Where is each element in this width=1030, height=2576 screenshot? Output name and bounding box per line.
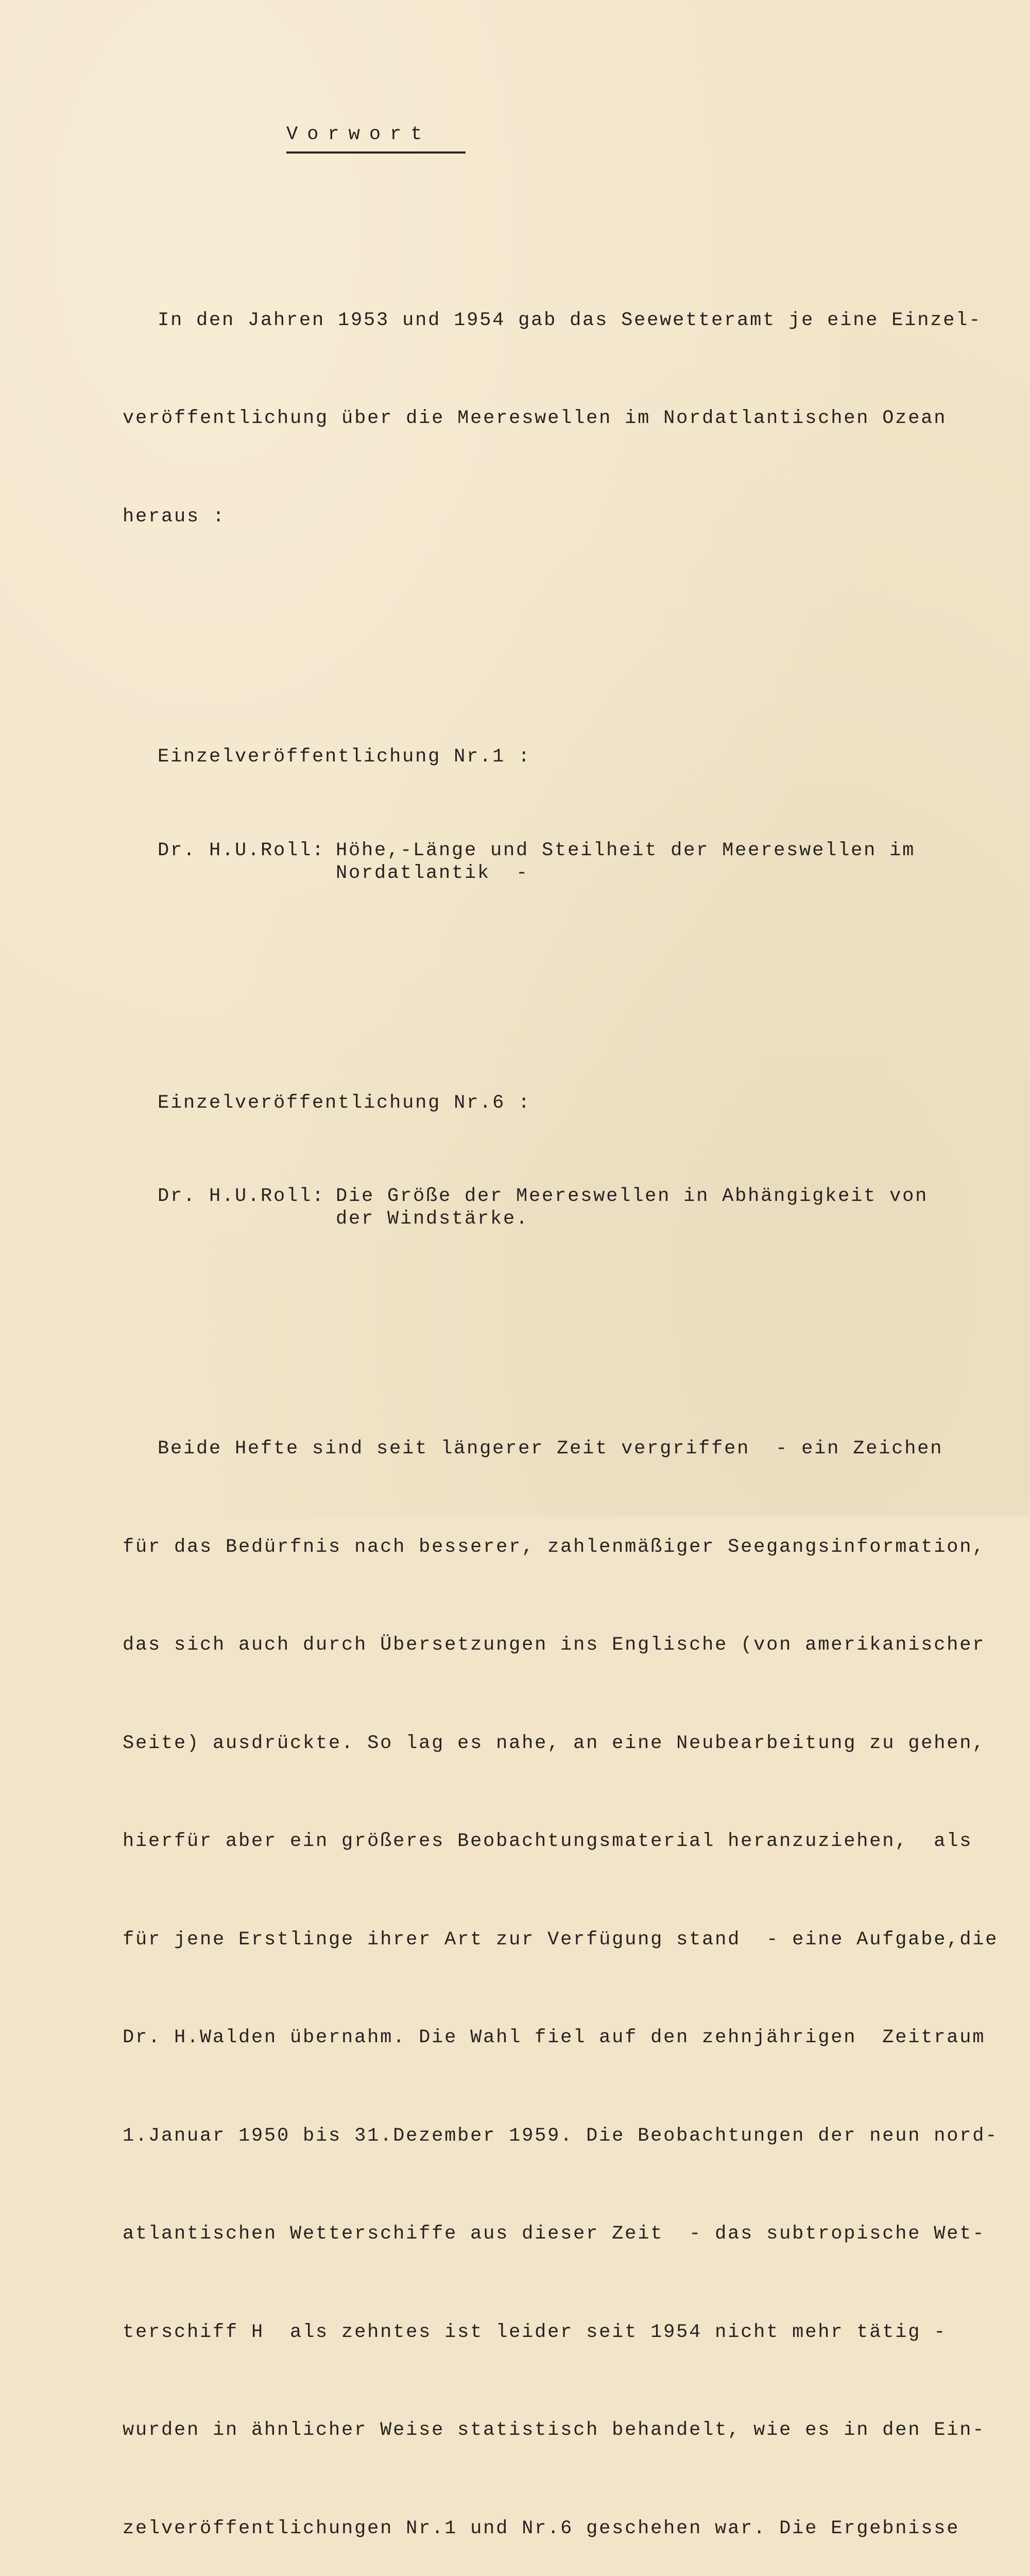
paragraph-line: für jene Erstlinge ihrer Art zur Verfügung stand - eine Aufgabe,die [123,1928,999,1951]
paragraph-line: 1.Januar 1950 bis 31.Dezember 1959. Die Beobachtungen der neun nord- [123,2125,999,2147]
reference-title-line: Die Größe der Meereswellen in Abhängigkeit von [336,1185,929,1207]
reference-entry [123,1185,929,1230]
paragraph-line: zelveröffentlichungen Nr.1 und Nr.6 geschehen war. Die Ergebnisse [123,2517,960,2539]
intro-line: In den Jahren 1953 und 1954 gab das Seewetteramt je eine Einzel- [158,309,982,331]
page-title: Vorwort [286,124,466,154]
intro-line: veröffentlichung über die Meereswellen im Nordatlantischen Ozean [123,408,947,429]
reference-title [336,839,915,885]
reference-entry [123,839,926,885]
reference-label: Einzelveröffentlichung Nr.1 : [158,746,531,768]
paragraph-line: Dr. H.Walden übernahm. Die Wahl fiel auf den zehnjährigen Zeitraum [123,2027,986,2048]
intro-line: heraus : [123,505,226,528]
body-text [123,206,999,2576]
paragraph-line: wurden in ähnlicher Weise statistisch behandelt, wie es in den Ein- [123,2419,986,2441]
reference-title [336,1185,928,1230]
reference-author: Dr. H.U.Roll: [158,1185,325,1207]
paragraph-line: terschiff H als zehntes ist leider seit 1954 nicht mehr tätig - [123,2321,947,2343]
reference-author: Dr. H.U.Roll: [158,839,325,861]
reference-title-line: der Windstärke. [336,1208,529,1230]
reference-label: Einzelveröffentlichung Nr.6 : [158,1092,531,1114]
reference-title-line: Höhe,-Länge und Steilheit der Meereswellen im [336,839,916,861]
paragraph-line: Beide Hefte sind seit längerer Zeit vergriffen - ein Zeichen [158,1438,943,1460]
paragraph-line: hierfür aber ein größeres Beobachtungsmaterial heranzuziehen, als [123,1831,973,1852]
reference-title-line: Nordatlantik - [336,862,529,884]
paragraph-line: für das Bedürfnis nach besserer, zahlenmäßiger Seegangsinformation, [123,1536,986,1558]
paragraph-line: atlantischen Wetterschiffe aus dieser Zeit - das subtropische Wet- [123,2223,986,2245]
paragraph-line: das sich auch durch Übersetzungen ins Englische (von amerikanischer [123,1634,986,1656]
paragraph-line: Seite) ausdrückte. So lag es nahe, an eine Neubearbeitung zu gehen, [123,1732,986,1754]
